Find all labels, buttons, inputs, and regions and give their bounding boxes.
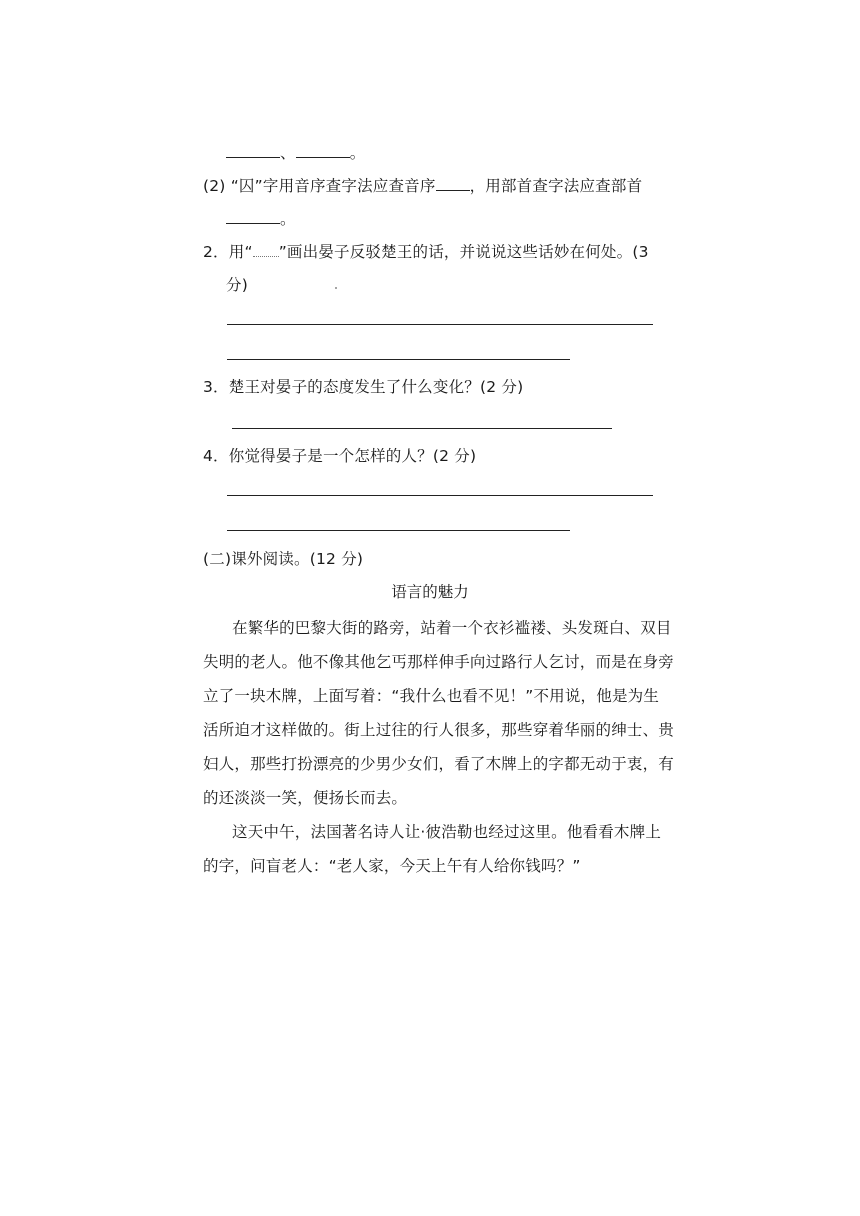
question-number: 3． — [203, 378, 229, 396]
question-text: 楚王对晏子的态度发生了什么变化？(2 分) — [228, 378, 524, 396]
question-number: (2) — [203, 177, 226, 195]
answer-blank[interactable] — [226, 208, 280, 224]
scan-speck — [335, 287, 337, 289]
paragraph-line: 活所迫才这样做的。街上过往的行人很多，那些穿着华丽的绅士、贵 — [203, 721, 675, 739]
paragraph-line: 这天中午，法国著名诗人让·彼浩勒也经过这里。他看看木牌上 — [232, 823, 662, 841]
paragraph-line: 的还淡淡一笑，便扬长而去。 — [203, 789, 408, 807]
paragraph-line: 的字，问盲老人：“老人家，今天上午有人给你钱吗？” — [203, 857, 581, 875]
period: 。 — [349, 144, 366, 162]
q1-2-answer-line — [226, 208, 296, 229]
q1-1-answer-line — [226, 142, 365, 163]
answer-blank[interactable] — [296, 142, 350, 158]
paragraph-line: 立了一块木牌，上面写着：“我什么也看不见！”不用说，他是为生 — [203, 687, 660, 705]
period: 。 — [280, 210, 296, 228]
wavy-underline-mark — [253, 242, 279, 257]
question-text: 你觉得晏子是一个怎样的人？(2 分) — [228, 447, 477, 465]
section-heading: (二)课外阅读。(12 分) — [203, 550, 364, 568]
q1-2-line — [203, 175, 642, 196]
q2-line — [203, 242, 649, 262]
question-number: 4． — [203, 447, 229, 465]
answer-line[interactable] — [232, 428, 612, 429]
question-text: 用“ — [228, 243, 253, 261]
q4-line — [203, 446, 476, 466]
article-title: 语言的魅力 — [391, 583, 469, 601]
paragraph-line: 妇人，那些打扮漂亮的少男少女们，看了木牌上的字都无动于衷，有 — [203, 755, 675, 773]
answer-line[interactable] — [227, 495, 653, 496]
q3-line — [203, 377, 523, 397]
answer-line[interactable] — [227, 324, 653, 325]
q2-line-2 — [226, 275, 248, 295]
question-text: “囚”字用音序查字法应查音序 — [230, 177, 436, 195]
question-text: 分) — [226, 276, 248, 294]
answer-blank[interactable] — [436, 175, 470, 191]
answer-line[interactable] — [227, 530, 570, 531]
paragraph-line: 在繁华的巴黎大街的路旁，站着一个衣衫褴褛、头发斑白、双目 — [232, 619, 672, 637]
answer-blank[interactable] — [226, 142, 280, 158]
question-text: ”画出晏子反驳楚王的话，并说说这些话妙在何处。(3 — [278, 243, 649, 261]
paragraph-line: 失明的老人。他不像其他乞丐那样伸手向过路行人乞讨，而是在身旁 — [203, 653, 675, 671]
separator: 、 — [280, 144, 296, 162]
question-number: 2． — [203, 243, 229, 261]
question-text: ，用部首查字法应查部首 — [469, 177, 643, 195]
answer-line[interactable] — [227, 359, 570, 360]
